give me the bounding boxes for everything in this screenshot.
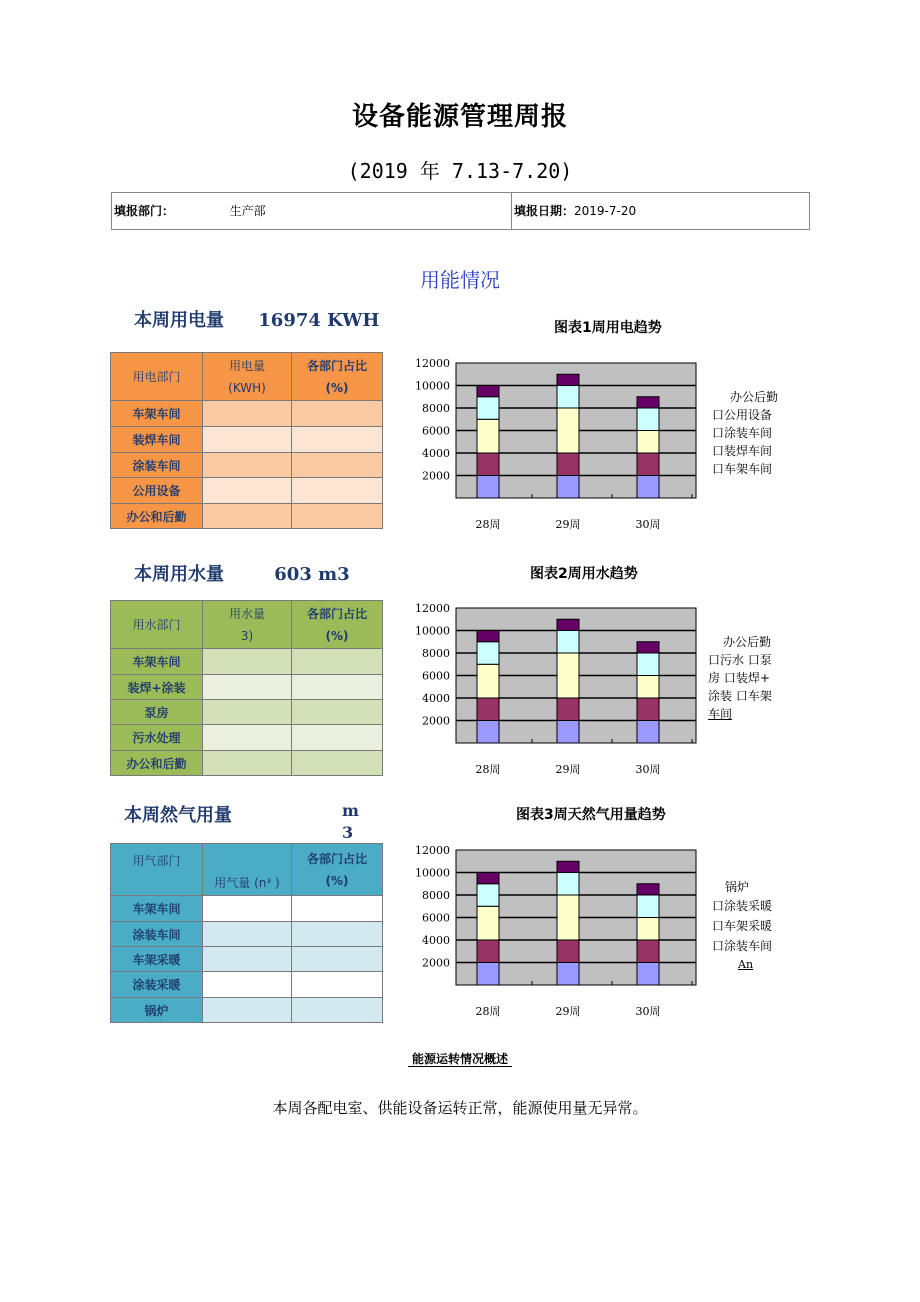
row-label: 车架车间 — [111, 896, 203, 922]
header-share: 各部门占比 (%) — [292, 601, 383, 649]
summary-title: 能源运转情况概述 — [0, 1050, 920, 1067]
share-cell[interactable] — [292, 972, 383, 998]
gas-legend — [712, 878, 772, 974]
gas-usage-value: m 3 — [342, 801, 359, 842]
x-tick-label: 28周 — [475, 518, 501, 531]
x-tick-label: 28周 — [475, 1005, 501, 1018]
bar-segment — [557, 374, 579, 385]
usage-cell[interactable] — [203, 700, 292, 725]
table-row — [111, 751, 383, 776]
table-row — [111, 725, 383, 751]
summary-text: 本周各配电室、供能设备运转正常，能源使用量无异常。 — [272, 1099, 648, 1117]
usage-cell[interactable] — [203, 649, 292, 675]
electricity-legend — [712, 388, 778, 478]
section-title: 用能情况 — [420, 268, 500, 292]
y-tick-label: 8000 — [422, 402, 450, 415]
x-tick-label: 29周 — [555, 1005, 581, 1018]
share-cell[interactable] — [292, 751, 383, 776]
dept-cell — [112, 193, 512, 229]
bar-segment — [557, 453, 579, 476]
share-cell[interactable] — [292, 649, 383, 675]
bar-segment — [637, 895, 659, 918]
table-row — [111, 922, 383, 947]
y-tick-label: 12000 — [415, 602, 450, 615]
row-label: 锅炉 — [111, 998, 203, 1023]
report-info-box — [111, 192, 810, 230]
bar-segment — [557, 386, 579, 409]
water-usage-value: 603 m3 — [274, 564, 350, 585]
legend-item: 车间 — [708, 707, 733, 721]
usage-cell[interactable] — [203, 675, 292, 700]
water-legend — [708, 633, 798, 723]
bar-segment — [637, 476, 659, 499]
table-header-row — [111, 844, 383, 896]
table-row — [111, 998, 383, 1023]
y-tick-label: 10000 — [415, 624, 450, 638]
header-usage: 用电量 (KWH) — [203, 353, 292, 401]
legend-item: 口公用设备 — [712, 408, 773, 422]
x-tick-label: 29周 — [555, 518, 581, 531]
bar-segment — [637, 698, 659, 721]
share-cell[interactable] — [292, 453, 383, 478]
bar-segment — [477, 698, 499, 721]
date-label: 填报日期： — [514, 204, 575, 218]
gas-usage-label: 本周然气用量 — [124, 805, 232, 826]
date-value: 2019-7-20 — [574, 204, 637, 218]
water-chart-title: 图表2周用水趋势 — [530, 566, 638, 582]
bar-segment — [637, 653, 659, 676]
bar-segment — [637, 676, 659, 699]
bar-segment — [637, 431, 659, 454]
usage-cell[interactable] — [203, 972, 292, 998]
bar-segment — [477, 906, 499, 940]
share-cell[interactable] — [292, 401, 383, 427]
usage-cell[interactable] — [203, 427, 292, 453]
legend-item: 口污水 口泵 — [708, 653, 772, 667]
bar-segment — [477, 397, 499, 420]
table-header-row — [111, 601, 383, 649]
y-tick-label: 8000 — [422, 647, 450, 660]
row-label: 泵房 — [111, 700, 203, 725]
share-cell[interactable] — [292, 922, 383, 947]
water-usage-label: 本周用水量 — [134, 564, 224, 585]
gas-chart-title: 图表3周天然气用量趋势 — [516, 807, 666, 823]
bar-segment — [477, 642, 499, 665]
table-row — [111, 401, 383, 427]
share-cell[interactable] — [292, 725, 383, 751]
legend-item: 口涂装车间 — [712, 426, 773, 440]
bar-segment — [557, 721, 579, 744]
bar-segment — [557, 940, 579, 963]
table-row — [111, 972, 383, 998]
legend-item: An — [738, 958, 754, 971]
bar-segment — [477, 884, 499, 907]
legend-item: 口装焊车间 — [712, 444, 773, 458]
usage-cell[interactable] — [203, 947, 292, 972]
y-tick-label: 10000 — [415, 866, 450, 880]
dept-value: 生产部 — [229, 204, 266, 218]
row-label: 涂装车间 — [111, 922, 203, 947]
share-cell[interactable] — [292, 998, 383, 1023]
water-chart — [408, 600, 708, 785]
bar-segment — [477, 476, 499, 499]
usage-cell[interactable] — [203, 751, 292, 776]
x-tick-label: 30周 — [635, 518, 661, 531]
dept-label: 填报部门： — [114, 204, 175, 218]
bar-segment — [637, 397, 659, 408]
usage-cell[interactable] — [203, 725, 292, 751]
bar-segment — [557, 631, 579, 654]
row-label: 车架车间 — [111, 649, 203, 675]
legend-item: 口涂装采暖 — [712, 899, 773, 913]
table-row — [111, 453, 383, 478]
bar-segment — [557, 963, 579, 986]
legend-item: 口车架车间 — [712, 462, 773, 476]
electricity-chart-title: 图表1周用电趋势 — [554, 320, 662, 336]
bar-segment — [637, 940, 659, 963]
x-tick-label: 28周 — [475, 763, 501, 776]
y-tick-label: 8000 — [422, 889, 450, 902]
share-cell[interactable] — [292, 896, 383, 922]
y-tick-label: 10000 — [415, 379, 450, 393]
bar-segment — [557, 698, 579, 721]
x-tick-label: 29周 — [555, 763, 581, 776]
y-tick-label: 6000 — [422, 424, 450, 438]
share-cell[interactable] — [292, 700, 383, 725]
bar-segment — [637, 408, 659, 431]
bar-segment — [557, 476, 579, 499]
table-row — [111, 504, 383, 529]
table-header-row — [111, 353, 383, 401]
usage-cell[interactable] — [203, 922, 292, 947]
bar-segment — [557, 653, 579, 698]
share-cell[interactable] — [292, 947, 383, 972]
y-tick-label: 12000 — [415, 357, 450, 370]
share-cell[interactable] — [292, 478, 383, 504]
legend-item: 办公后勤 — [730, 390, 779, 404]
legend-item: 锅炉 — [725, 880, 750, 894]
y-tick-label: 2000 — [422, 469, 450, 483]
y-tick-label: 4000 — [422, 447, 450, 460]
bar-segment — [557, 619, 579, 630]
legend-item: 办公后勤 — [723, 635, 772, 649]
bar-segment — [557, 895, 579, 940]
y-tick-label: 2000 — [422, 714, 450, 728]
usage-cell[interactable] — [203, 453, 292, 478]
row-label: 污水处理 — [111, 725, 203, 751]
legend-item: 涂装 口车架 — [708, 689, 772, 703]
y-tick-label: 6000 — [422, 911, 450, 925]
electricity-usage — [134, 306, 379, 332]
row-label: 公用设备 — [111, 478, 203, 504]
row-label: 办公和后勤 — [111, 751, 203, 776]
y-tick-label: 6000 — [422, 669, 450, 683]
row-label: 办公和后勤 — [111, 504, 203, 529]
table-row — [111, 478, 383, 504]
water-table — [110, 600, 383, 776]
legend-item: 口涂装车间 — [712, 939, 773, 953]
report-period: (2019 年 7.13-7.20) — [347, 159, 573, 183]
bar-segment — [477, 873, 499, 884]
table-row — [111, 896, 383, 922]
gas-chart — [408, 842, 708, 1027]
bar-segment — [637, 721, 659, 744]
y-tick-label: 4000 — [422, 692, 450, 705]
header-share: 各部门占比 (%) — [292, 353, 383, 401]
row-label: 车架车间 — [111, 401, 203, 427]
share-cell[interactable] — [292, 675, 383, 700]
electricity-usage-label: 本周用电量 — [134, 310, 224, 331]
table-row — [111, 947, 383, 972]
legend-item: 房 口装焊+ — [708, 671, 770, 685]
bar-segment — [557, 861, 579, 872]
electricity-chart — [408, 355, 708, 540]
date-cell — [512, 193, 809, 229]
bar-segment — [477, 664, 499, 698]
bar-segment — [637, 642, 659, 653]
bar-segment — [557, 408, 579, 453]
header-dept: 用气部门 — [111, 844, 203, 896]
usage-cell[interactable] — [203, 401, 292, 427]
bar-segment — [477, 453, 499, 476]
bar-segment — [477, 963, 499, 986]
bar-segment — [637, 453, 659, 476]
row-label: 装焊车间 — [111, 427, 203, 453]
gas-table — [110, 843, 383, 1023]
bar-segment — [637, 884, 659, 895]
bar-segment — [637, 963, 659, 986]
table-row — [111, 700, 383, 725]
bar-segment — [477, 386, 499, 397]
usage-cell[interactable] — [203, 998, 292, 1023]
header-usage: 用气量 (n³ ) — [203, 844, 292, 896]
electricity-usage-value: 16974 KWH — [258, 310, 380, 331]
share-cell[interactable] — [292, 427, 383, 453]
row-label: 车架采暖 — [111, 947, 203, 972]
report-title: 设备能源管理周报 — [351, 102, 568, 132]
electricity-table — [110, 352, 383, 529]
bar-segment — [477, 721, 499, 744]
table-row — [111, 675, 383, 700]
usage-cell[interactable] — [203, 504, 292, 529]
y-tick-label: 2000 — [422, 956, 450, 970]
header-dept: 用水部门 — [111, 601, 203, 649]
y-tick-label: 12000 — [415, 844, 450, 857]
row-label: 涂装车间 — [111, 453, 203, 478]
bar-segment — [477, 631, 499, 642]
bar-segment — [637, 918, 659, 941]
usage-cell[interactable] — [203, 478, 292, 504]
share-cell[interactable] — [292, 504, 383, 529]
row-label: 涂装采暖 — [111, 972, 203, 998]
header-dept: 用电部门 — [111, 353, 203, 401]
water-usage — [134, 560, 350, 586]
bar-segment — [477, 419, 499, 453]
bar-segment — [557, 873, 579, 896]
bar-segment — [477, 940, 499, 963]
usage-cell[interactable] — [203, 896, 292, 922]
table-row — [111, 649, 383, 675]
row-label: 装焊+涂装 — [111, 675, 203, 700]
table-row — [111, 427, 383, 453]
x-tick-label: 30周 — [635, 1005, 661, 1018]
legend-item: 口车架采暖 — [712, 919, 773, 933]
y-tick-label: 4000 — [422, 934, 450, 947]
x-tick-label: 30周 — [635, 763, 661, 776]
header-share: 各部门占比 (%) — [292, 844, 383, 896]
header-usage: 用水量 3) — [203, 601, 292, 649]
